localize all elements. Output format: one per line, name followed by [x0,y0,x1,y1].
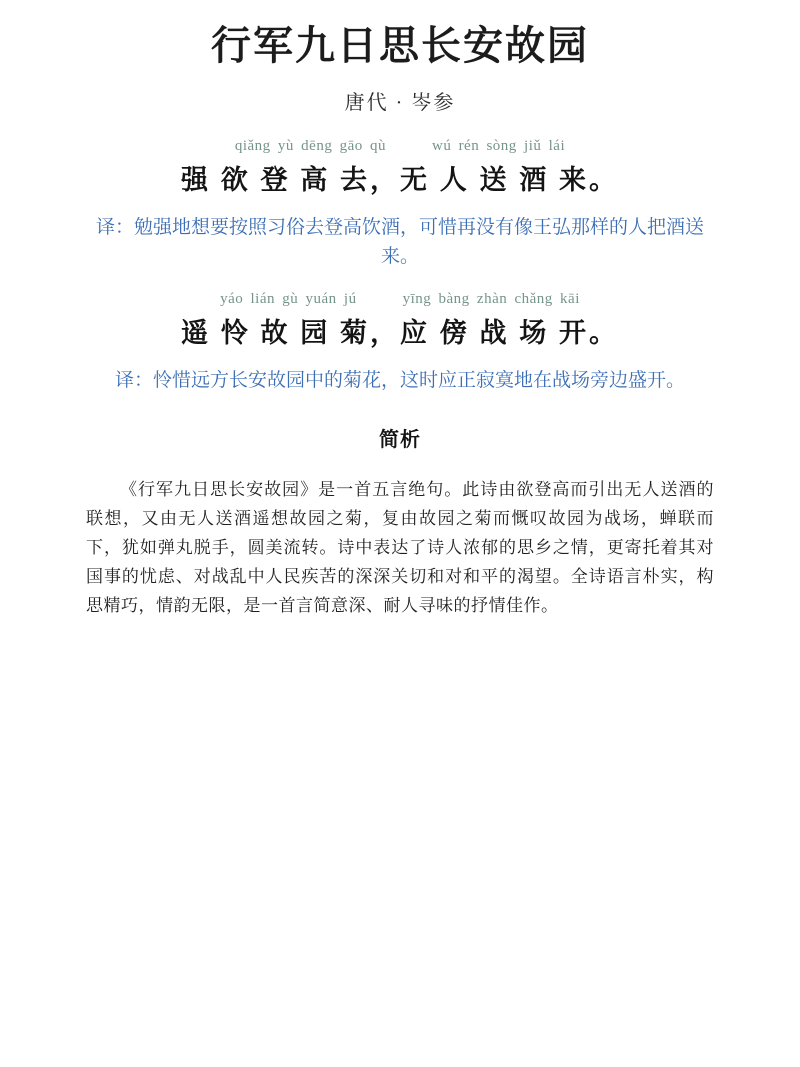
translation-line-2: 译：怜惜远方长安故园中的菊花，这时应正寂寞地在战场旁边盛开。 [114,370,685,391]
pinyin-segment-second: wú rén sòng jiǔ lái [431,138,566,154]
poem-couplet-1 [86,138,714,271]
analysis-heading: 简析 [379,428,421,451]
analysis-body: 《行军九日思长安故园》是一首五言绝句。此诗由欲登高而引出无人送酒的联想，又由无人送酒遥想故园之菊，复由故园之菊而慨叹故园为战场，蝉联而下，犹如弹丸脱手，圆美流转。诗中表达了诗人浓郁的思乡之情，更寄托着其对国事的忧虑、对战乱中人民疾苦的深深关切和对和平的渴望。全诗语言朴实，构思精巧，情韵无限，是一首言简意深、耐人寻味的抒情佳作。 [86,479,714,615]
verse-line-1: 强 欲 登 高 去，无 人 送 酒 来。 [181,165,619,195]
translation-line-1: 译：勉强地想要按照习俗去登高饮酒，可惜再没有像王弘那样的人把酒送来。 [95,217,704,267]
pinyin-line-1 [86,138,714,155]
pinyin-line-2 [86,291,714,308]
poem-couplet-2 [86,291,714,396]
pinyin-segment-second: yīng bàng zhàn chǎng kāi [402,291,580,307]
verse-line-2: 遥 怜 故 园 菊，应 傍 战 场 开。 [181,318,619,348]
pinyin-segment-first: qiǎng yù dēng gāo qù [234,138,386,154]
poem-title: 行军九日思长安故园 [211,23,589,68]
pinyin-segment-first: yáo lián gù yuán jú [220,291,357,307]
page-content [86,0,714,620]
poem-author-line: 唐代 · 岑参 [344,92,456,114]
